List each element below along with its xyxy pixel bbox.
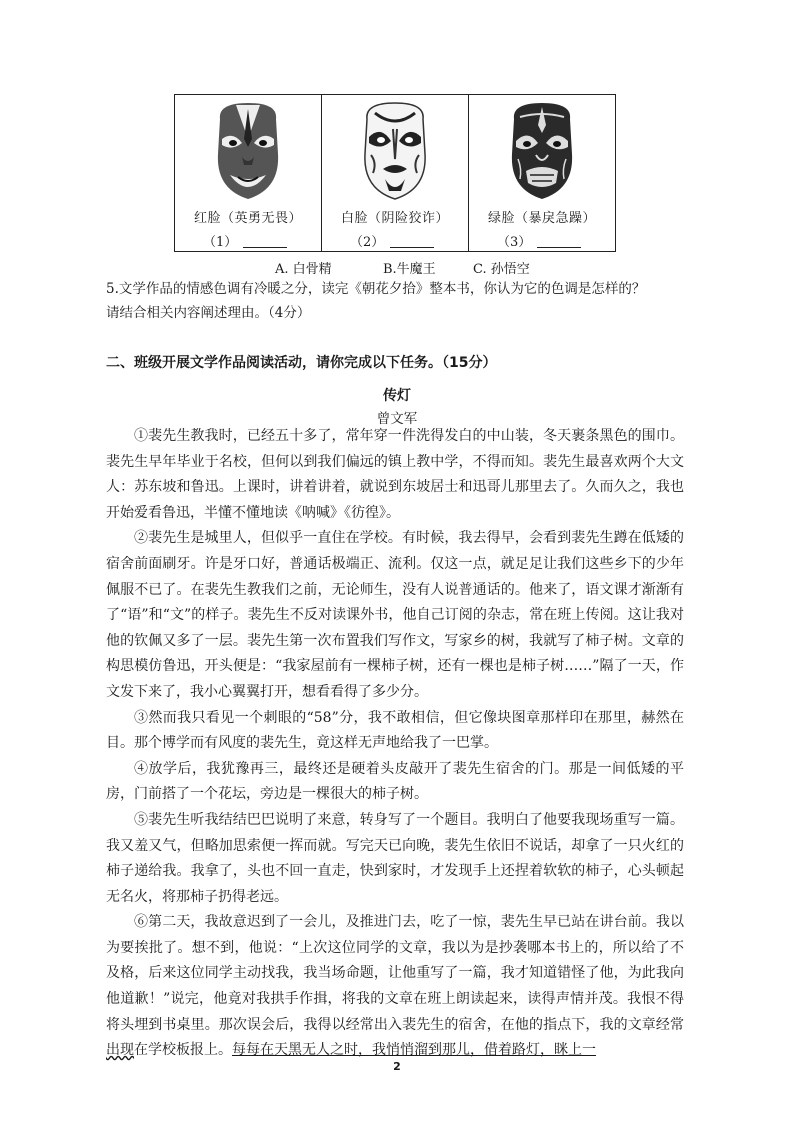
paragraph-3: ③然而我只看见一个刺眼的“58”分，我不敢相信，但它像块图章那样印在那里，赫然在目。那个博学而有风度的裴先生，竟这样无声地给我了一巴掌。 (106, 709, 684, 752)
blank-line (537, 235, 581, 248)
blank-label: （3） (497, 235, 532, 250)
paragraph-6-text: 在学校板报上。 (134, 1042, 232, 1059)
mask-caption: 白脸（阴险狡诈） (340, 211, 449, 226)
option-c: C. 孙悟空 (473, 262, 530, 277)
white-face-mask-icon (355, 99, 435, 203)
mask-cell-green (469, 95, 615, 251)
red-face-mask-icon (208, 99, 288, 203)
paragraph-2: ②裴先生是城里人，但似乎一直住在学校。有时候，我去得早，会看到裴先生蹲在低矮的宿舍前面刷牙。许是牙口好，普通话极端正、流利。仅这一点，就足足让我们这些乡下的少年佩服不已了。在裴先生教我们之前，无论师生，没有人说普通话的。他来了，语文课才渐渐有了“语”和“文”的样子。裴先生不反对读课外书，他自己订阅的杂志，常在班上传阅。这让我对他的钦佩又多了一层。裴先生第一次布置我们写作文，写家乡的树，我就写了柿子树。文章的构思模仿鲁迅，开头便是：“我家屋前有一棵柿子树，还有一棵也是柿子树……”隔了一天，作文发下来了，我小心翼翼打开，想看看得了多少分。 (106, 530, 684, 700)
mask-caption: 绿脸（暴戾急躁） (487, 211, 596, 226)
blank-line (390, 235, 434, 248)
green-face-mask-icon (502, 99, 582, 203)
paragraph-5: ⑤裴先生听我结结巴巴说明了来意，转身写了一个题目。我明白了他要我现场重写一篇。我又羞又气，但略加思索便一挥而就。写完天已向晚，裴先生依旧不说话，却拿了一只火红的柿子递给我。我拿了，头也不回一直走，快到家时，才发现手上还捏着软软的柿子，心头顿起无名火，将那柿子扔得老远。 (106, 811, 684, 905)
article-author: 曾文军 (376, 411, 418, 427)
mask-cell-white (322, 95, 469, 251)
blank-line (243, 235, 287, 248)
option-b: B.牛魔王 (383, 262, 436, 277)
article-body (106, 424, 684, 1064)
paragraph-1: ①裴先生教我时，已经五十多了，常年穿一件洗得发白的中山装，冬天裹条黑色的围巾。裴先生早年毕业于名校，但何以到我们偏远的镇上教中学，不得而知。裴先生最喜欢两个大文人：苏东坡和鲁迅。上课时，讲着讲着，就说到东坡居士和迅哥儿那里去了。久而久之，我也开始爱看鲁迅，半懂不懂地读《呐喊》《彷徨》。 (106, 428, 684, 521)
answer-options (0, 258, 794, 278)
answer-blank-1[interactable] (203, 231, 287, 250)
mask-table (174, 94, 616, 252)
blank-label: （1） (203, 235, 238, 250)
underlined-sentence: 每每在天黑无人之时，我悄悄溜到那儿，借着路灯，眯上一 (232, 1042, 596, 1059)
answer-blank-2[interactable] (350, 231, 434, 250)
blank-label: （2） (350, 235, 385, 250)
page-number: 2 (393, 1060, 401, 1073)
mask-caption: 红脸（英勇无畏） (193, 211, 302, 226)
paragraph-6 (106, 910, 684, 1064)
paragraph-4: ④放学后，我犹豫再三，最终还是硬着头皮敲开了裴先生宿舍的门。那是一间低矮的平房，门前搭了一个花坛，旁边是一棵很大的柿子树。 (106, 760, 684, 803)
question-5-line1: 5.文学作品的情感色调有冷暖之分，读完《朝花夕拾》整本书，你认为它的色调是怎样的？ (106, 281, 646, 297)
paragraph-6-text: ⑥第二天，我故意迟到了一会儿，及推进门去，吃了一惊，裴先生早已站在讲台前。我以为要挨批了。想不到，他说：“上次这位同学的文章，我以为是抄袭哪本书上的，所以给了不及格，后来这位同学主动找我，我当场命题，让他重写了一篇，我才知道错怪了他，为此我向他道歉！”说完，他竟对我拱手作揖，将我的文章在班上朗读起来，读得声情并茂。我恨不得将头埋到书桌里。那次误会后，我得以经常出入裴先生的宿舍，在他的指点下，我的文章经常 (106, 914, 684, 1033)
article-title: 传灯 (383, 388, 411, 404)
wavy-underlined-word: 出现 (106, 1042, 134, 1059)
option-a: A. 白骨精 (275, 262, 332, 277)
question-5-line2: 请结合相关内容阐述理由。（4分） (106, 305, 311, 321)
section-title: 二、班级开展文学作品阅读活动，请你完成以下任务。（15分） (106, 355, 497, 371)
answer-blank-3[interactable] (497, 231, 581, 250)
question-5 (106, 277, 706, 325)
mask-cell-red (175, 95, 322, 251)
